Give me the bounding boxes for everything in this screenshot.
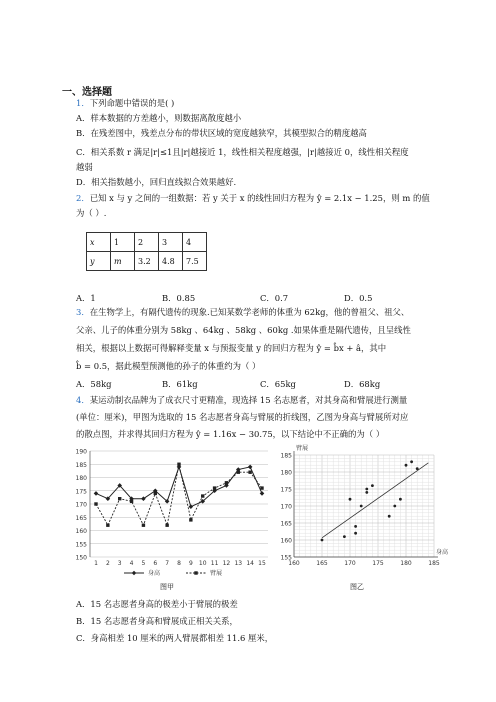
q3-line1-text: 在生物学上，有隔代遗传的现象.已知某数学老师的体重为 62kg，他的曾祖父、祖父、	[89, 307, 410, 317]
q1-option-d: D．相关指数越小，回归直线拟合效果越好.	[76, 177, 237, 187]
q4-option-c: C．身高相差 10 厘米的两人臂展都相差 11.6 厘米，	[76, 633, 274, 643]
armspan-point	[189, 518, 192, 521]
armspan-point	[118, 497, 121, 500]
q3-line4: b̂ = 0.5，据此模型预测他的孙子的体重约为（ ）	[76, 361, 261, 371]
section-title: 一、选择题	[62, 87, 112, 98]
table-row	[87, 252, 207, 271]
y-tick-label: 160	[280, 537, 292, 545]
legend-height-label: 身高	[148, 570, 161, 577]
armspan-point	[213, 486, 216, 489]
scatter-point	[393, 505, 396, 508]
x-tick-label: 8	[177, 560, 181, 567]
q2-stem-text: 已知 x 与 y 之间的一组数据：若 y 关于 x 的线性回归方程为 ŷ = 2.1x − 1.25，则 m 的值	[89, 193, 430, 203]
x-axis-title: 身高	[436, 549, 449, 556]
q2-option-d: D．0.5	[344, 293, 373, 303]
y-tick-label: 170	[75, 501, 87, 509]
armspan-point	[165, 524, 168, 527]
armspan-point	[142, 524, 145, 527]
table-cell: 3	[159, 233, 183, 252]
q2-option-c: C．0.7	[260, 293, 289, 303]
q4-line1	[76, 395, 407, 406]
y-tick-label: 170	[280, 503, 292, 511]
q2-options	[76, 292, 372, 304]
scatter-point	[388, 515, 391, 518]
q1-option-a: A．样本数据的方差越小，则数据离散度越小	[76, 113, 242, 123]
armspan-point	[154, 492, 157, 495]
x-tick-label: 2	[105, 560, 110, 567]
figure-jia-caption: 图甲	[160, 583, 174, 591]
scatter-point	[405, 464, 408, 467]
x-tick-label: 11	[210, 560, 219, 567]
x-tick-label: 185	[428, 560, 440, 567]
q4-line1-text: 某运动制衣品牌为了成衣尺寸更精准，现选择 15 名志愿者，对其身高和臂展进行测量	[89, 395, 408, 405]
scatter-point	[365, 491, 368, 494]
armspan-point	[201, 494, 204, 497]
q3-line3: 相关，根据以上数据可得解释变量 x 与预报变量 y 的回归方程为 ŷ = b̂x + â，其中	[76, 343, 387, 353]
q2-stem-line1	[76, 193, 430, 204]
table-cell: 3.2	[135, 252, 159, 271]
q4-option-a: A．15 名志愿者身高的极差小于臂展的极差	[76, 599, 238, 609]
table-cell: m	[111, 252, 135, 271]
y-tick-label: 155	[280, 554, 292, 562]
scatter-point	[354, 525, 357, 528]
figure-yi-caption: 图乙	[350, 583, 364, 591]
q2-option-b: B．0.85	[162, 293, 196, 303]
armspan-point	[248, 471, 251, 474]
armspan-point	[225, 481, 228, 484]
x-tick-label: 170	[344, 560, 356, 567]
y-tick-label: 160	[75, 528, 87, 535]
q3-option-c: C．65kg	[260, 379, 296, 389]
figure-yi-scatter-chart	[280, 443, 450, 573]
q1-stem	[76, 98, 174, 109]
q2-data-table	[86, 232, 207, 271]
q4-number: 4．	[76, 395, 90, 405]
q3-options	[76, 378, 380, 390]
height-point	[260, 491, 265, 496]
x-tick-label: 9	[188, 560, 193, 567]
q1-stem-text: 下列命题中错误的是( )	[89, 98, 175, 108]
table-cell: y	[87, 252, 111, 271]
x-tick-label: 15	[258, 560, 266, 567]
y-tick-label: 165	[75, 514, 87, 522]
x-tick-label: 3	[117, 560, 122, 567]
armspan-point	[94, 502, 97, 505]
legend-armspan-label: 臂展	[210, 570, 223, 577]
y-tick-label: 185	[75, 461, 87, 469]
q1-option-c-line2: 越弱	[76, 162, 93, 172]
q3-option-d: D．68kg	[344, 379, 381, 389]
table-cell: 4	[183, 233, 207, 252]
q4-line2: (单位：厘米)，甲图为选取的 15 名志愿者身高与臂展的折线图，乙图为身高与臂展所对应	[76, 412, 409, 422]
armspan-point	[130, 500, 133, 503]
armspan-point	[237, 471, 240, 474]
q2-stem-line2: 为（ ）.	[76, 208, 107, 218]
y-tick-label: 150	[75, 554, 87, 562]
armspan-point	[177, 463, 180, 466]
q4-line3: 的散点图，并求得其回归方程为 ŷ = 1.16x − 30.75，以下结论中不正确的为（ ）	[76, 429, 385, 439]
x-tick-label: 4	[129, 560, 134, 567]
q1-option-c-line1: C．相关系数 r 满足|r|≤1且|r|越接近 1，线性相关程度越强，|r|越接近 0，线性相关程度	[76, 147, 409, 157]
y-tick-label: 155	[75, 541, 87, 549]
x-tick-label: 160	[288, 560, 300, 567]
scatter-point	[410, 460, 413, 463]
table-cell: 7.5	[183, 252, 207, 271]
q3-line2: 父亲、儿子的体重分别为 58kg 、64kg 、58kg 、60kg .如果体重是隔代遗传，且呈线性	[76, 325, 411, 335]
legend-height-marker	[132, 571, 137, 576]
x-tick-label: 1	[94, 560, 98, 567]
x-tick-label: 5	[141, 560, 146, 567]
scatter-point	[321, 539, 324, 542]
legend-armspan-marker	[194, 571, 197, 574]
table-row	[87, 233, 207, 252]
scatter-point	[343, 535, 346, 538]
x-tick-label: 14	[246, 560, 254, 567]
scatter-point	[365, 488, 368, 491]
scatter-point	[354, 532, 357, 535]
x-tick-label: 6	[153, 560, 158, 567]
table-cell: 1	[111, 233, 135, 252]
q2-number: 2．	[76, 193, 90, 203]
y-axis-title: 臂展	[296, 445, 309, 452]
y-tick-label: 180	[75, 475, 87, 482]
q3-number: 3．	[76, 307, 90, 317]
y-tick-label: 165	[280, 520, 292, 528]
q1-option-b: B．在残差图中，残差点分布的带状区域的宽度越狭窄，其模型拟合的精度越高	[76, 128, 367, 138]
y-tick-label: 175	[75, 488, 87, 496]
scatter-point	[349, 498, 352, 501]
x-tick-label: 180	[400, 560, 412, 567]
x-tick-label: 165	[316, 560, 328, 567]
q3-line1	[76, 307, 409, 318]
q4-option-b: B．15 名志愿者身高和臂展成正相关关系，	[76, 616, 238, 626]
x-tick-label: 10	[198, 560, 207, 567]
height-point	[94, 491, 99, 496]
scatter-point	[371, 484, 374, 487]
figure-jia-line-chart	[68, 445, 278, 580]
armspan-point	[260, 486, 263, 489]
x-tick-label: 13	[234, 560, 243, 567]
scatter-point	[399, 498, 402, 501]
y-tick-label: 175	[280, 486, 292, 494]
y-tick-label: 185	[280, 452, 292, 460]
table-cell: x	[87, 233, 111, 252]
x-tick-label: 175	[372, 560, 384, 567]
armspan-point	[106, 524, 109, 527]
y-tick-label: 190	[75, 448, 87, 456]
y-tick-label: 180	[280, 469, 292, 477]
q1-number: 1．	[76, 98, 90, 108]
height-point	[248, 465, 253, 470]
table-cell: 2	[135, 233, 159, 252]
q3-option-a: A．58kg	[76, 379, 112, 389]
q2-option-a: A．1	[76, 293, 96, 303]
q3-option-b: B．61kg	[162, 379, 198, 389]
x-tick-label: 7	[165, 560, 170, 567]
table-cell: 4.8	[159, 252, 183, 271]
height-point	[189, 504, 194, 509]
scatter-point	[360, 505, 363, 508]
scatter-point	[416, 467, 419, 470]
x-tick-label: 12	[222, 560, 231, 567]
